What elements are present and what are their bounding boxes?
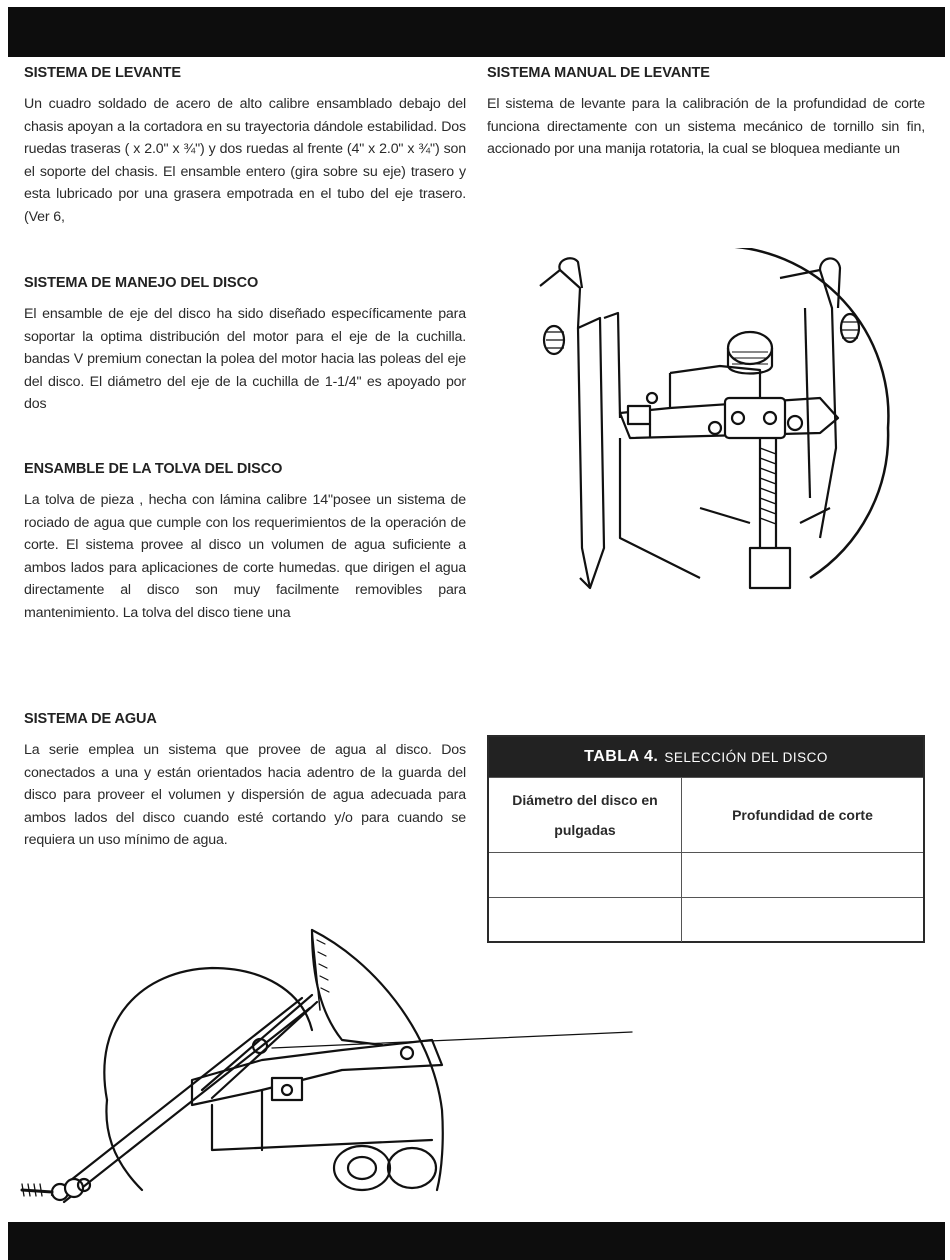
section-heading: SISTEMA DE AGUA xyxy=(24,711,157,727)
column-header-diameter: Diámetro del disco en pulgadas xyxy=(489,777,682,852)
page-header-bar xyxy=(8,7,945,57)
column-header-depth: Profundidad de corte xyxy=(682,777,923,852)
section-heading: SISTEMA DE LEVANTE xyxy=(24,65,181,81)
table-4-disc-selection xyxy=(487,735,925,943)
table-title xyxy=(489,737,923,777)
table-cell xyxy=(682,897,923,942)
section-heading: SISTEMA MANUAL DE LEVANTE xyxy=(487,65,710,81)
section-body: La tolva de pieza , hecha con lámina calibre 14"posee un sistema de rociado de agua que cumple con los requerimientos de la operación de corte. El sistema provee al disco un volumen de agua suficiente a ambos lados para aplicaciones de corte humedas. que dirigen el agua directamente al disco son muy facilmente removibles para mantenimiento. La tolva del disco tiene una xyxy=(24,492,466,621)
section-sistema-de-agua xyxy=(24,711,466,852)
section-sistema-manual-de-levante xyxy=(487,65,925,161)
section-sistema-de-levante xyxy=(24,65,466,228)
section-body: Un cuadro soldado de acero de alto calibre ensamblado debajo del chasis apoyan a la cortadora en su trayectoria dándole estabilidad. Dos ruedas traseras ( x 2.0" x ¾") y dos ruedas al frente (4" x 2.0" x ¾") son el soporte del chasis. El ensamble entero (gira sobre su eje) trasero y esta lubricado por una grasera empotrada en el tubo del eje trasero. (Ver 6, xyxy=(24,96,466,225)
section-body: La serie emplea un sistema que provee de agua al disco. Dos conectados a una y están orientados hacia adentro de la guarda del disco para proveer el volumen y dispersión de agua adecuada para ambos lados del disco cuando esté cortando y/o para cuando se requiera un uso mínimo de agua. xyxy=(24,742,466,848)
section-ensamble-de-la-tolva xyxy=(24,461,466,624)
water-system-illustration xyxy=(12,920,652,1210)
table-grid xyxy=(489,777,923,942)
section-body: El sistema de levante para la calibración de la profundidad de corte funciona directamente con un sistema mecánico de tornillo sin fin, accionado por una manija rotatoria, la cual se bloquea mediante un xyxy=(487,96,925,157)
table-title-number: TABLA 4. xyxy=(584,748,659,765)
table-cell xyxy=(489,852,682,897)
section-body: El ensamble de eje del disco ha sido diseñado específicamente para soportar la optima distribución del motor para el eje de la cuchilla. bandas V premium conectan la polea del motor hacia las poleas del eje del disco. El diámetro del eje de la cuchilla de 1-1/4" es apoyado por dos xyxy=(24,306,466,412)
section-sistema-de-manejo-del-disco xyxy=(24,275,466,416)
table-title-text: SELECCIÓN DEL DISCO xyxy=(664,749,828,765)
section-heading: SISTEMA DE MANEJO DEL DISCO xyxy=(24,275,259,291)
page-footer-bar xyxy=(8,1222,945,1260)
table-cell xyxy=(682,852,923,897)
section-heading: ENSAMBLE DE LA TOLVA DEL DISCO xyxy=(24,461,283,477)
lift-mechanism-illustration xyxy=(520,248,900,608)
